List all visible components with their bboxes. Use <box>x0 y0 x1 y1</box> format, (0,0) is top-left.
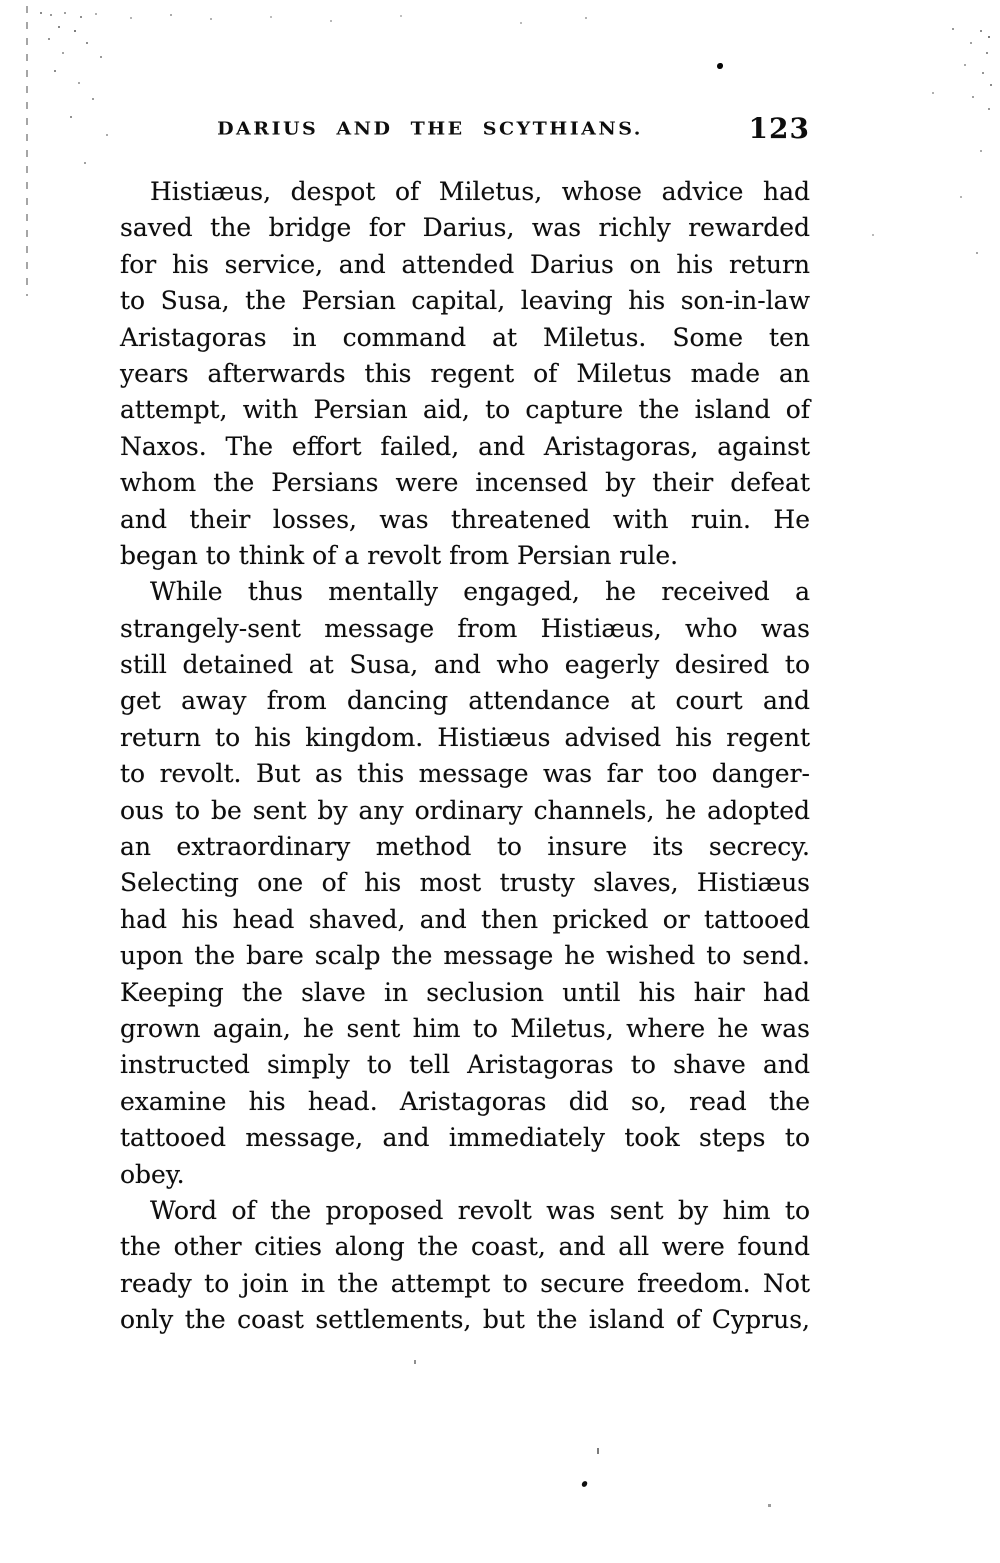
text-line: examine his head. Aristagoras did so, read the <box>120 1086 810 1116</box>
text-line: for his service, and attended Darius on his return <box>120 249 810 279</box>
text-line: strangely-sent message from Histiæus, who was <box>120 613 810 643</box>
text-line: While thus mentally engaged, he received a <box>150 577 810 607</box>
text-line: years afterwards this regent of Miletus made an <box>120 358 810 388</box>
text-line: only the coast settlements, but the island of Cyprus, <box>120 1305 810 1335</box>
text-line: ous to be sent by any ordinary channels, he adopted <box>120 795 810 825</box>
text-line: ready to join in the attempt to secure freedom. Not <box>120 1268 810 1298</box>
text-line: instructed simply to tell Aristagoras to shave and <box>120 1050 810 1080</box>
text-line: upon the bare scalp the message he wished to send. <box>120 941 810 971</box>
text-line: still detained at Susa, and who eagerly desired to <box>120 650 810 680</box>
scan-speck <box>768 1504 771 1507</box>
text-line: Aristagoras in command at Miletus. Some ten <box>120 322 810 352</box>
text-line: began to think of a revolt from Persian rule. <box>120 540 679 570</box>
text-line: tattooed message, and immediately took steps to <box>120 1123 810 1153</box>
scan-speckles-top-left <box>40 12 42 14</box>
text-line: saved the bridge for Darius, was richly rewarded <box>120 213 810 243</box>
scan-speckles-top-right <box>952 28 954 30</box>
text-line: Selecting one of his most trusty slaves, Histiæus <box>120 868 810 898</box>
text-line: the other cities along the coast, and all were found <box>120 1232 810 1262</box>
scan-speck <box>597 1448 599 1454</box>
text-line: whom the Persians were incensed by their defeat <box>120 468 810 498</box>
ink-dot <box>581 1480 588 1487</box>
text-line: and their losses, was threatened with ruin. He <box>120 504 810 534</box>
text-line: return to his kingdom. Histiæus advised his regent <box>120 722 810 752</box>
scan-speck <box>414 1360 416 1364</box>
text-line: obey. <box>120 1159 185 1189</box>
text-line: attempt, with Persian aid, to capture the island of <box>120 395 810 425</box>
text-line: to revolt. But as this message was far too danger- <box>120 759 810 789</box>
ink-dot <box>717 63 723 69</box>
paragraph <box>120 174 810 574</box>
text-line: an extraordinary method to insure its secrecy. <box>120 832 810 862</box>
running-header <box>120 112 810 152</box>
chapter-title: DARIUS AND THE SCYTHIANS. <box>217 118 643 140</box>
text-line: Keeping the slave in seclusion until his hair had <box>120 977 810 1007</box>
paragraph <box>120 1193 810 1339</box>
text-line: Histiæus, despot of Miletus, whose advice had <box>150 177 810 206</box>
page-number: 123 <box>748 112 810 145</box>
text-line: had his head shaved, and then pricked or tattooed <box>120 904 810 934</box>
text-line: Word of the proposed revolt was sent by him to <box>150 1195 810 1225</box>
paragraph <box>120 574 810 1193</box>
text-line: Naxos. The effort failed, and Aristagoras, against <box>120 431 810 461</box>
body-text <box>120 174 810 1339</box>
text-line: grown again, he sent him to Miletus, where he was <box>120 1013 810 1043</box>
text-line: to Susa, the Persian capital, leaving his son-in-law <box>120 286 810 316</box>
scan-edge-line <box>26 6 28 296</box>
text-line: get away from dancing attendance at court and <box>120 686 810 716</box>
